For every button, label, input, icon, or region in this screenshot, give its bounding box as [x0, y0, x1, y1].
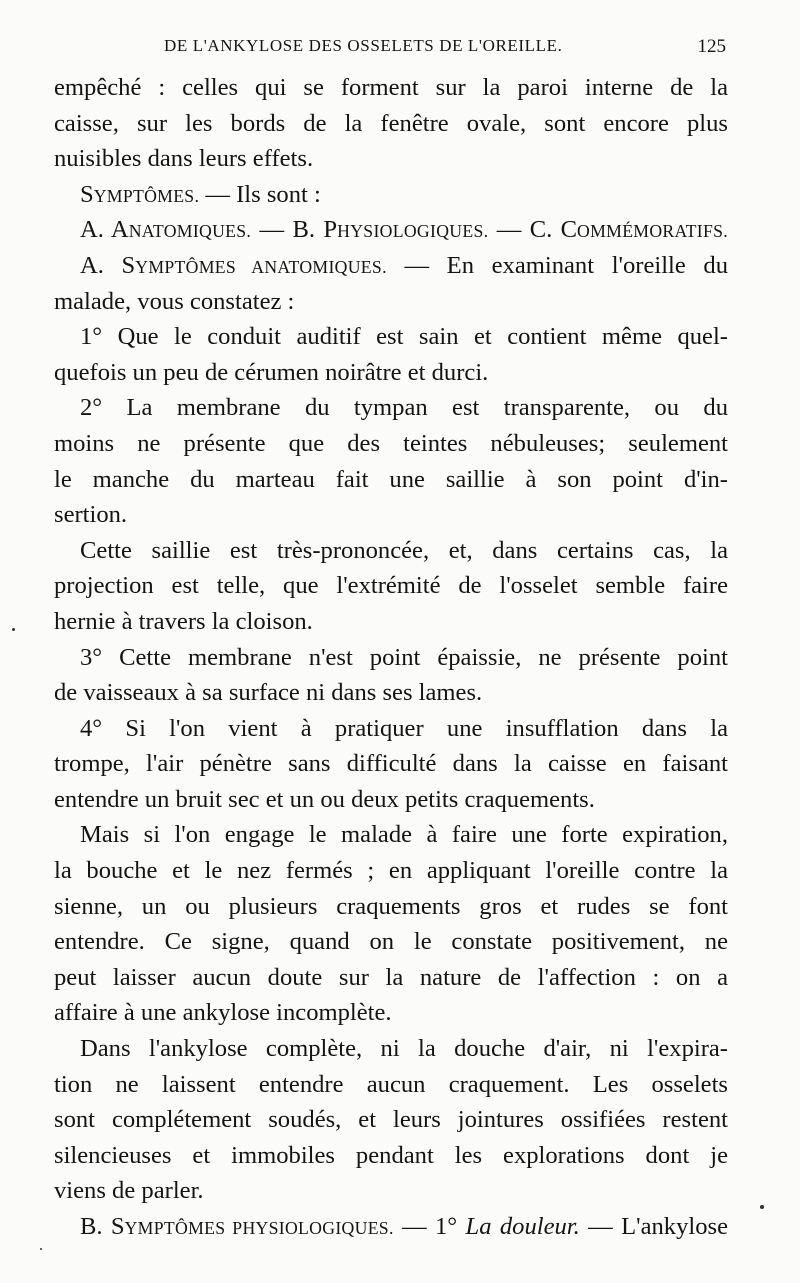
text-run: — Ils sont : — [199, 180, 321, 208]
text-run: — B. P — [251, 216, 338, 244]
italic-text: La douleur. — [465, 1213, 580, 1240]
small-caps-text: HYSIOLOGIQUES. — [337, 221, 489, 242]
text-line: silencieuses et immobiles pendant les explorations dont je — [54, 1141, 728, 1169]
text-line: moins ne présente que des teintes nébuleuses; seulement — [54, 429, 728, 457]
small-caps-text: NATOMIQUES. — [128, 221, 252, 242]
text-line: sertion. — [54, 501, 128, 529]
text-line: tion ne laissent entendre aucun craquement. Les osselets — [54, 1070, 728, 1098]
text-line: 4° Si l'on vient à pratiquer une insufflation dans la — [80, 714, 728, 742]
small-caps-text: OMMÉMORATIFS. — [577, 221, 728, 242]
small-caps-text: YMPTÔMES. — [93, 185, 200, 206]
text-line: le manche du marteau fait une saillie à son point d'in- — [54, 465, 728, 493]
small-caps-text: YMPTÔMES PHYSIOLOGIQUES. — [124, 1218, 394, 1238]
small-caps-text: YMPTÔMES ANATOMIQUES. — [135, 256, 387, 277]
text-run: A. A — [80, 216, 129, 244]
text-run: — 1° — [393, 1213, 466, 1240]
text-line: de vaisseaux à sa surface ni dans ses lames. — [54, 679, 483, 707]
page-number: 125 — [697, 36, 726, 57]
text-line: peut laisser aucun doute sur la nature de l'affection : on a — [54, 963, 728, 991]
text-line: nuisibles dans leurs effets. — [54, 145, 314, 173]
text-line: 3° Cette membrane n'est point épaissie, ne présente point — [80, 643, 728, 671]
text-line: viens de parler. — [54, 1177, 204, 1205]
text-line: Dans l'ankylose complète, ni la douche d'air, ni l'expira- — [80, 1035, 728, 1063]
text-line: caisse, sur les bords de la fenêtre ovale, sont encore plus — [54, 109, 728, 137]
text-run: — C. C — [488, 216, 578, 244]
section-heading-symptomes — [54, 177, 728, 213]
text-line: Mais si l'on engage le malade à faire une forte expiration, — [80, 821, 728, 849]
text-line: la bouche et le nez fermés ; en appliquant l'oreille contre la — [54, 857, 728, 885]
text-line: 2° La membrane du tympan est transparente, ou du — [80, 394, 728, 422]
symptom-categories — [54, 212, 728, 248]
text-run: — L'ankylose — [579, 1213, 728, 1240]
text-run: B. S — [80, 1213, 125, 1240]
section-heading-anatomiques — [54, 248, 728, 284]
ink-speck — [12, 628, 15, 631]
running-head: DE L'ANKYLOSE DES OSSELETS DE L'OREILLE. — [164, 36, 563, 55]
text-line: empêché : celles qui se forment sur la paroi interne de la — [54, 74, 728, 101]
text-line: quefois un peu de cérumen noirâtre et durci. — [54, 358, 489, 386]
text-line: Cette saillie est très-prononcée, et, dans certains cas, la — [80, 536, 728, 564]
text-run: A. S — [80, 251, 136, 279]
ink-speck — [40, 1248, 42, 1250]
text-line: hernie à travers la cloison. — [54, 607, 313, 635]
small-caps-initial: S — [80, 180, 94, 208]
text-line: sont complétement soudés, et leurs jointures ossifiées restent — [54, 1106, 728, 1134]
text-line: entendre. Ce signe, quand on le constate positivement, ne — [54, 928, 728, 956]
text-run: — En examinant l'oreille du — [386, 251, 728, 279]
text-line: trompe, l'air pénètre sans difficulté dans la caisse en faisant — [54, 750, 728, 778]
body-text — [54, 70, 728, 1245]
page-header — [54, 32, 726, 62]
ink-speck — [760, 1205, 764, 1209]
text-line: malade, vous constatez : — [54, 287, 295, 315]
section-heading-physiologiques — [54, 1209, 728, 1245]
text-line: entendre un bruit sec et un ou deux petits craquements. — [54, 785, 595, 813]
text-line: projection est telle, que l'extrémité de l'osselet semble faire — [54, 572, 728, 600]
text-line: sienne, un ou plusieurs craquements gros et rudes se font — [54, 892, 728, 920]
text-line: affaire à une ankylose incomplète. — [54, 999, 392, 1027]
text-line: 1° Que le conduit auditif est sain et contient même quel- — [80, 323, 728, 351]
